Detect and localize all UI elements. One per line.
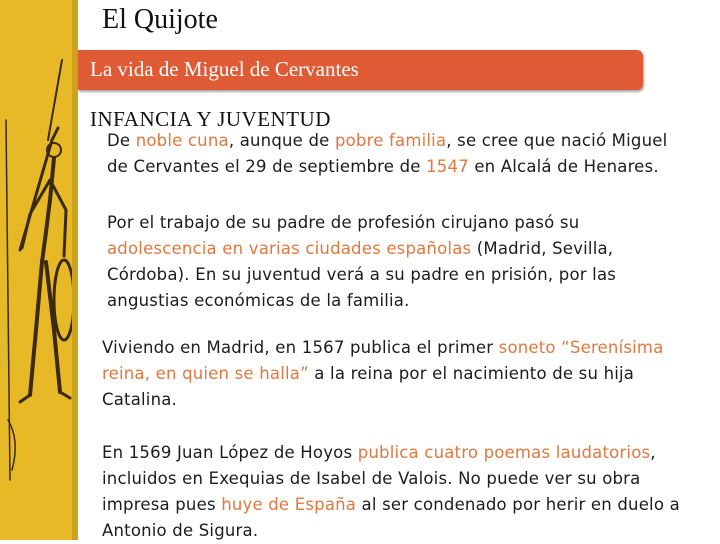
slide-title: El Quijote bbox=[102, 4, 218, 35]
paragraph-text: , incluidos en Exequias de Isabel de Valois. No puede ver su obra impresa pues bbox=[102, 443, 656, 514]
highlighted-text: soneto “Serenísima reina, en quien se halla” bbox=[102, 338, 664, 383]
paragraph-text: en Alcalá de Henares. bbox=[468, 157, 659, 176]
paragraph-text: al ser condenado por herir en duelo a Antonio de Sigura. bbox=[102, 495, 680, 540]
paragraph-adolescence bbox=[107, 210, 677, 314]
paragraph-text: , se cree que nació Miguel de Cervantes el 29 de septiembre de bbox=[107, 131, 668, 176]
highlighted-text: adolescencia en varias ciudades españolas bbox=[107, 239, 472, 258]
paragraph-poems-and-exile bbox=[102, 440, 702, 544]
banner-text: La vida de Miguel de Cervantes bbox=[90, 57, 359, 81]
paragraph-text: a la reina por el nacimiento de su hija Catalina. bbox=[102, 364, 635, 409]
highlighted-text: 1547 bbox=[426, 157, 469, 176]
don-quijote-silhouette-icon bbox=[0, 0, 72, 540]
paragraph-text: Por el trabajo de su padre de profesión cirujano pasó su bbox=[107, 213, 580, 232]
section-heading: INFANCIA Y JUVENTUD bbox=[90, 107, 331, 131]
paragraph-text: (Madrid, Sevilla, Córdoba). En su juventud verá a su padre en prisión, por las angustias económicas de la familia. bbox=[107, 239, 617, 310]
paragraph-text: Viviendo en Madrid, en 1567 publica el primer bbox=[102, 338, 499, 357]
subtitle-banner bbox=[78, 50, 643, 90]
paragraph-text: De bbox=[107, 131, 136, 150]
highlighted-text: pobre familia bbox=[334, 131, 447, 150]
paragraph-first-sonnet bbox=[102, 335, 702, 413]
paragraph-text: En 1569 Juan López de Hoyos bbox=[102, 443, 358, 462]
decorative-sidebar bbox=[0, 0, 72, 540]
highlighted-text: noble cuna bbox=[135, 131, 229, 150]
paragraph-childhood bbox=[107, 128, 677, 180]
paragraph-text: , aunque de bbox=[228, 131, 335, 150]
highlighted-text: huye de España bbox=[221, 495, 357, 514]
highlighted-text: publica cuatro poemas laudatorios bbox=[357, 443, 651, 462]
